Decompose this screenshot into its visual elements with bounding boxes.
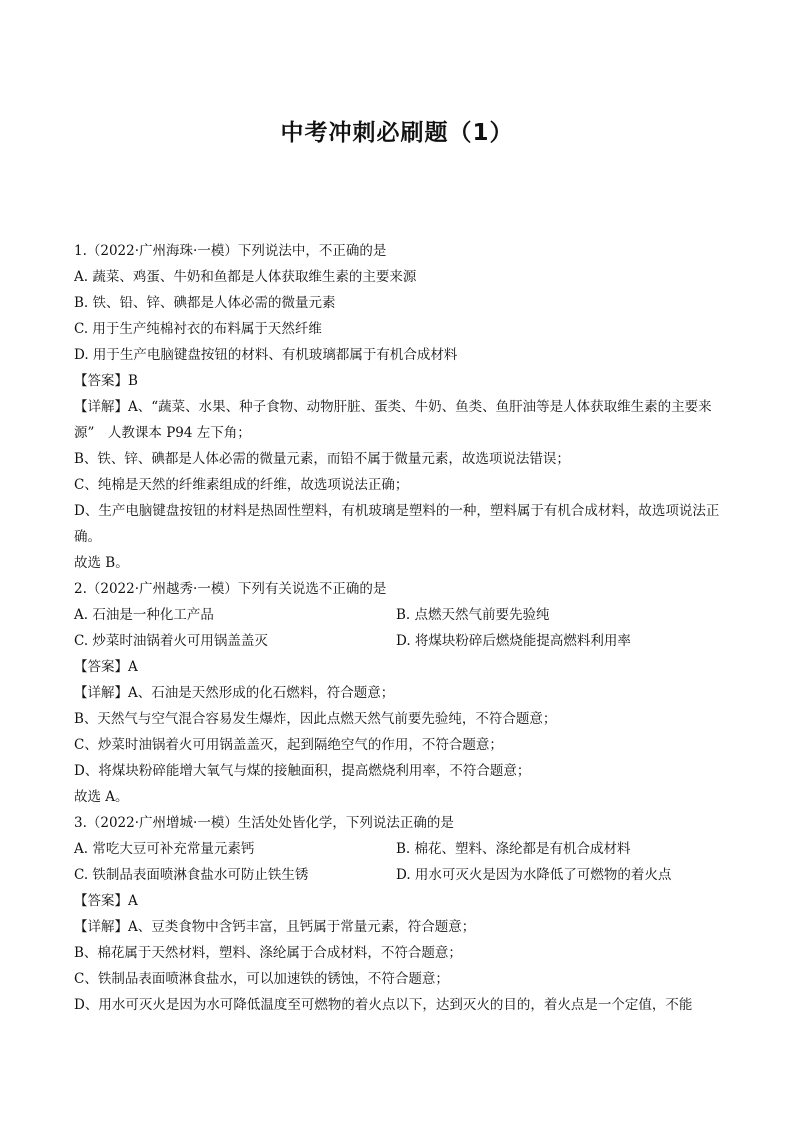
question-3-option-c: C. 铁制品表面喷淋食盐水可防止铁生锈 (74, 867, 309, 883)
question-3-option-b: B. 棉花、塑料、涤纶都是有机合成材料 (396, 841, 631, 857)
question-2-option-b: B. 点燃天然气前要先验纯 (396, 607, 550, 623)
question-3-options-row-2 (74, 862, 724, 888)
question-2-detail-c: C、炒菜时油锅着火可用锅盖盖灭，起到隔绝空气的作用，不符合题意； (74, 737, 503, 753)
question-1-answer: 【答案】B (74, 373, 138, 389)
page-title: 中考冲刺必刷题（1） (280, 120, 514, 146)
question-2-option-d: D. 将煤块粉碎后燃烧能提高燃料利用率 (396, 633, 631, 649)
question-2-option-c: C. 炒菜时油锅着火可用锅盖盖灭 (74, 633, 268, 649)
question-3-answer: 【答案】A (74, 893, 138, 909)
question-2-detail-a: 【详解】A、石油是天然形成的化石燃料，符合题意； (74, 685, 395, 701)
question-1-detail-d: D、生产电脑键盘按钮的材料是热固性塑料，有机玻璃是塑料的一种，塑料属于有机合成材料，故选项说法正确。 (74, 503, 720, 545)
question-2-options-row-1 (74, 602, 724, 628)
question-3-detail-b: B、棉花属于天然材料，塑料、涤纶属于合成材料，不符合题意； (74, 945, 462, 961)
question-3-option-a: A. 常吃大豆可补充常量元素钙 (74, 841, 255, 857)
question-1-stem: 1.（2022·广州海珠·一模）下列说法中，不正确的是 (74, 243, 387, 259)
question-3-detail-a: 【详解】A、豆类食物中含钙丰富，且钙属于常量元素，符合题意； (74, 919, 476, 935)
question-1-option-d: D. 用于生产电脑键盘按钮的材料、有机玻璃都属于有机合成材料 (74, 347, 458, 363)
question-3-detail-d: D、用水可灭火是因为水可降低温度至可燃物的着火点以下，达到灭火的目的，着火点是一个定值，不能 (74, 997, 693, 1013)
question-1-option-a: A. 蔬菜、鸡蛋、牛奶和鱼都是人体获取维生素的主要来源 (74, 269, 417, 285)
question-2-stem: 2.（2022·广州越秀·一模）下列有关说选不正确的是 (74, 581, 387, 597)
question-2-detail-d: D、将煤块粉碎能增大氧气与煤的接触面积，提高燃烧利用率，不符合题意； (74, 763, 531, 779)
question-3-detail-c: C、铁制品表面喷淋食盐水，可以加速铁的锈蚀，不符合题意； (74, 971, 449, 987)
question-2-options-row-2 (74, 628, 724, 654)
question-2-answer: 【答案】A (74, 659, 138, 675)
question-1-option-c: C. 用于生产纯棉衬衣的布料属于天然纤维 (74, 321, 322, 337)
question-3-options-row-1 (74, 836, 724, 862)
question-1-detail-c: C、纯棉是天然的纤维素组成的纤维，故选项说法正确； (74, 477, 409, 493)
question-3-option-d: D. 用水可灭火是因为水降低了可燃物的着火点 (396, 867, 672, 883)
question-3-stem: 3.（2022·广州增城·一模）生活处处皆化学，下列说法正确的是 (74, 815, 454, 831)
question-2-option-a: A. 石油是一种化工产品 (74, 607, 214, 623)
question-1-option-b: B. 铁、铅、锌、碘都是人体必需的微量元素 (74, 295, 336, 311)
question-1-detail-a: 【详解】A、“蔬菜、水果、种子食物、动物肝脏、蛋类、牛奶、鱼类、鱼肝油等是人体获取维生素的主要来源” 人教课本 P94 左下角； (74, 399, 712, 441)
document-body (74, 238, 724, 1018)
question-2-detail-b: B、天然气与空气混合容易发生爆炸，因此点燃天然气前要先验纯，不符合题意； (74, 711, 557, 727)
question-2-conclusion: 故选 A。 (74, 789, 129, 805)
question-1-detail-b: B、铁、锌、碘都是人体必需的微量元素，而铅不属于微量元素，故选项说法错误； (74, 451, 570, 467)
question-1-conclusion: 故选 B。 (74, 555, 129, 571)
